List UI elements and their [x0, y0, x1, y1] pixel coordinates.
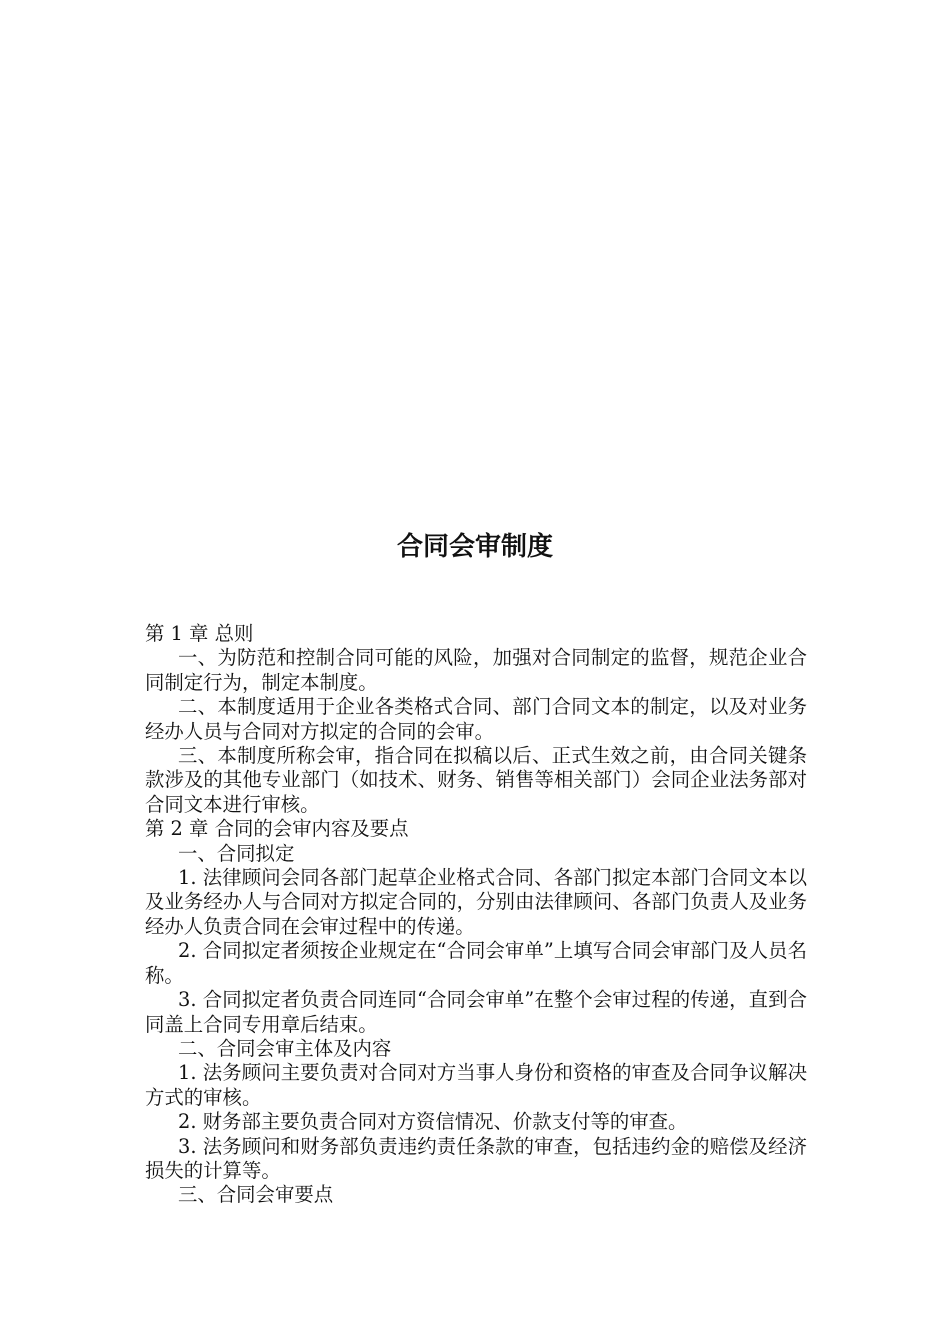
- section-heading: 三、合同会审要点: [178, 1183, 334, 1207]
- document-body: [145, 622, 807, 1208]
- paragraph: 三、本制度所称会审，指合同在拟稿以后、正式生效之前，由合同关键条款涉及的其他专业部门（如技术、财务、销售等相关部门）会同企业法务部对合同文本进行审核。: [145, 744, 807, 816]
- paragraph: 一、为防范和控制合同可能的风险，加强对合同制定的监督，规范企业合同制定行为，制定本制度。: [145, 646, 807, 694]
- chapter-heading: 第 2 章 合同的会审内容及要点: [145, 817, 409, 841]
- paragraph: 2. 财务部主要负责合同对方资信情况、价款支付等的审查。: [178, 1110, 688, 1134]
- paragraph: 2. 合同拟定者须按企业规定在“合同会审单”上填写合同会审部门及人员名称。: [145, 939, 807, 987]
- document-title: 合同会审制度: [396, 532, 553, 562]
- paragraph: 1. 法务顾问主要负责对合同对方当事人身份和资格的审查及合同争议解决方式的审核。: [145, 1061, 807, 1109]
- paragraph: 1. 法律顾问会同各部门起草企业格式合同、各部门拟定本部门合同文本以及业务经办人与合同对方拟定合同的，分别由法律顾问、各部门负责人及业务经办人负责合同在会审过程中的传递。: [145, 866, 807, 938]
- section-heading: 一、合同拟定: [178, 841, 295, 865]
- paragraph: 3. 法务顾问和财务部负责违约责任条款的审查，包括违约金的赔偿及经济损失的计算等。: [145, 1134, 807, 1182]
- chapter-heading: 第 1 章 总则: [145, 622, 254, 645]
- paragraph: 二、本制度适用于企业各类格式合同、部门合同文本的制定，以及对业务经办人员与合同对方拟定的合同的会审。: [145, 695, 807, 743]
- section-heading: 二、合同会审主体及内容: [178, 1036, 392, 1060]
- paragraph: 3. 合同拟定者负责合同连同“合同会审单”在整个会审过程的传递，直到合同盖上合同专用章后结束。: [145, 988, 807, 1036]
